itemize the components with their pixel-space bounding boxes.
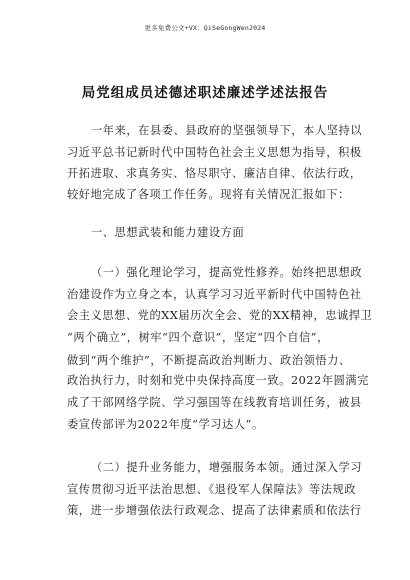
paragraph-line: 政治执行力，时刻和党中央保持高度一致。2022年圆满完: [67, 374, 369, 387]
document-title: 局党组成员述德述职述廉述学述法报告: [81, 85, 329, 101]
paragraph-line: 开拓进取、求真务实、恪尽职守、廉洁自律、依法行政，: [67, 167, 362, 180]
paragraph-line: 做到“两个维护”，不断提高政治判断力、政治领悟力、: [67, 354, 351, 367]
paragraph-line: 成了干部网络学院、学习强国等在线教育培训任务，被县: [67, 396, 362, 409]
paragraph-line: 一年来，在县委、县政府的坚强领导下，本人坚持以: [91, 124, 363, 137]
paragraph-line: “两个确立”，树牢“四个意识”，坚定“四个自信”，: [67, 331, 329, 344]
paragraph-line: 策，进一步增强依法行政观念、提高了法律素质和依法行: [67, 504, 362, 517]
paragraph-line: 治建设作为立身之本，认真学习习近平新时代中国特色社: [67, 288, 362, 301]
header-note: 更多免费公文+VX：QiSeGongWen2024: [144, 24, 266, 32]
paragraph-line: （一）强化理论学习，提高党性修养。始终把思想政: [91, 266, 363, 279]
paragraph-line: 宣传贯彻习近平法治思想、《退役军人保障法》等法规政: [67, 483, 357, 496]
paragraph-line: 较好地完成了各项工作任务。现将有关情况汇报如下：: [67, 188, 350, 201]
paragraph-line: （二）提升业务能力，增强服务本领。通过深入学习: [91, 461, 363, 474]
paragraph-line: 会主义思想、党的XX届历次全会、党的XX精神，忠诚捍卫: [67, 309, 373, 322]
paragraph-line: 委宣传部评为2022年度“学习达人”。: [67, 418, 264, 431]
paragraph-line: 习近平总书记新时代中国特色社会主义思想为指导，积极: [67, 146, 362, 159]
section-heading: 一、思想武装和能力建设方面: [91, 226, 245, 239]
